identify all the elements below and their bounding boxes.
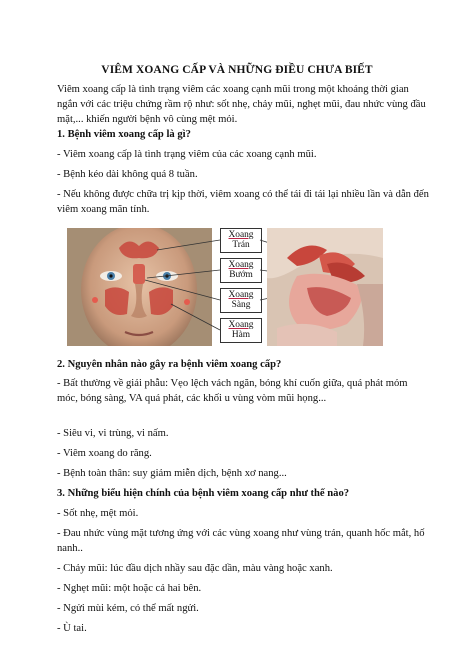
label-maxillary-sinus: Xoang Hàm <box>220 318 262 343</box>
section3-item: - Ù tai. <box>57 623 87 634</box>
section3-item: - Đau nhức vùng mặt tương ứng với các vùng xoang như vùng trán, quanh hốc mắt, hố nanh.. <box>57 528 425 554</box>
label-ethmoid-sinus: Xoang Sàng <box>220 288 262 313</box>
section3-heading: 3. Những biểu hiện chính của bệnh viêm xoang cấp như thế nào? <box>57 488 350 499</box>
section2-item: - Viêm xoang do răng. <box>57 448 152 459</box>
label-frontal-sinus: Xoang Trán <box>220 228 262 253</box>
label-sphenoid-sinus: Xoang Bướm <box>220 258 262 283</box>
section3-item: - Chảy mũi: lúc đầu dịch nhầy sau đặc dần, màu vàng hoặc xanh. <box>57 563 333 574</box>
section2-item: - Bất thường về giải phẫu: Vẹo lệch vách ngăn, bóng khí cuốn giữa, quá phát mỏm móc, bóng sàng, VA quá phát, các khối u vùng vòm mũi họng... <box>57 378 408 404</box>
section3-item: - Ngửi mùi kém, có thể mất ngửi. <box>57 603 199 614</box>
document-title: VIÊM XOANG CẤP VÀ NHỮNG ĐIỀU CHƯA BIẾT <box>101 64 373 76</box>
sinus-anatomy-figure <box>67 228 383 346</box>
section2-item: - Bệnh toàn thân: suy giảm miễn dịch, bệnh xơ nang... <box>57 468 287 479</box>
section1-heading: 1. Bệnh viêm xoang cấp là gì? <box>57 129 191 140</box>
section3-item: - Sốt nhẹ, mệt mỏi. <box>57 508 139 519</box>
intro-paragraph: Viêm xoang cấp là tình trạng viêm các xoang cạnh mũi trong một khoảng thời gian ngắn với các triệu chứng rầm rộ như: sốt nhẹ, chảy mũi, nghẹt mũi, đau nhức vùng đầu mặt,... khiến người bệnh vô cùng mệt mỏi. <box>57 84 426 125</box>
sagittal-sinus-illustration <box>267 228 383 346</box>
section1-item: - Bệnh kéo dài không quá 8 tuần. <box>57 169 198 180</box>
section1-item: - Viêm xoang cấp là tình trạng viêm của các xoang cạnh mũi. <box>57 149 317 160</box>
section3-item: - Nghẹt mũi: một hoặc cả hai bên. <box>57 583 202 594</box>
section2-item: - Siêu vi, vi trùng, vi nấm. <box>57 428 169 439</box>
section1-item: - Nếu không được chữa trị kịp thời, viêm xoang có thể tái đi tái lại nhiều lần và dẫn đến viêm xoang mãn tính. <box>57 189 429 215</box>
section2-heading: 2. Nguyên nhân nào gây ra bệnh viêm xoang cấp? <box>57 359 282 370</box>
